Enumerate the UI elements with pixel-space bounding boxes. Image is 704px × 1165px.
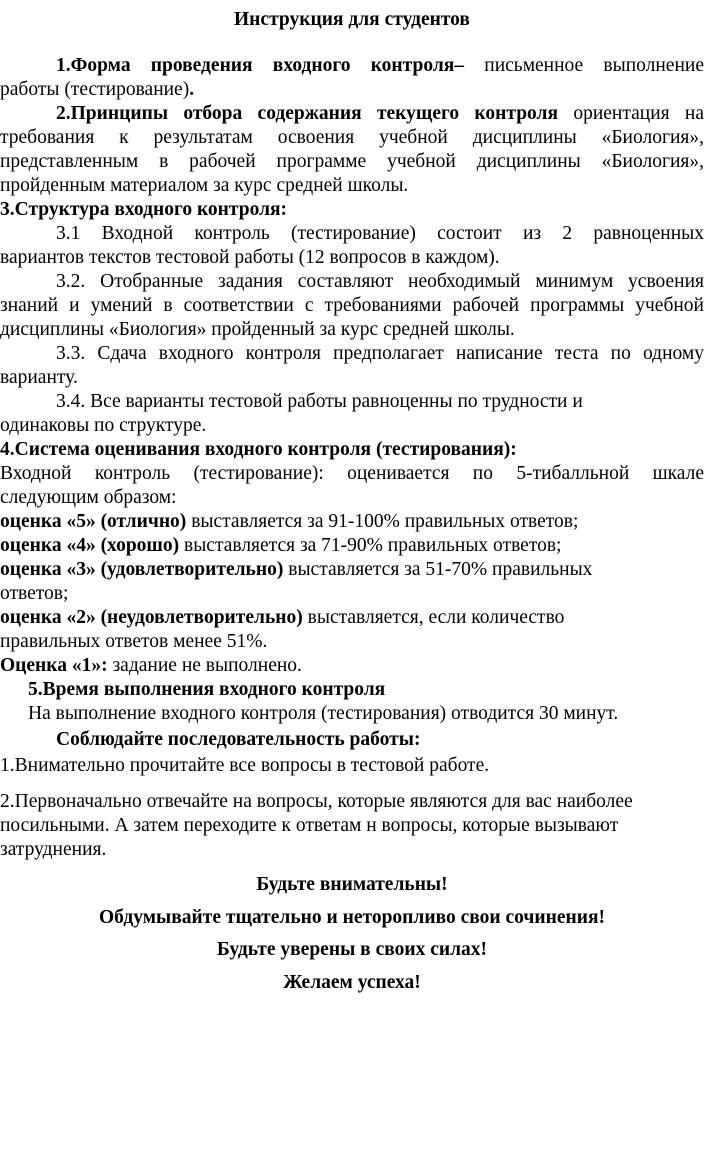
grade-1-line: Оценка «1»: задание не выполнено. xyxy=(0,655,302,676)
item-3-2-line-1: 3.2. Отобранные задания составляют необходимый минимум усвоения xyxy=(56,271,704,292)
section-2-line-3: представленным в рабочей программе учебной дисциплины «Биология», xyxy=(0,151,704,172)
closing-line-3: Будьте уверены в своих силах! xyxy=(216,939,488,960)
section-2-line-1: 2.Принципы отбора содержания текущего контроля ориентация на xyxy=(56,103,704,124)
item-3-1-line-1: 3.1 Входной контроль (тестирование) состоит из 2 равноценных xyxy=(56,223,704,244)
closing-line-4: Желаем успеха! xyxy=(283,972,421,993)
section-4-heading: 4.Система оценивания входного контроля (тестирования): xyxy=(0,439,517,460)
page-title: Инструкция для студентов xyxy=(234,9,470,30)
item-3-2-line-3: дисциплины «Биология» пройденный за курс средней школы. xyxy=(0,319,515,340)
section-5-heading: 5.Время выполнения входного контроля xyxy=(28,679,386,700)
grading-intro-line-1: Входной контроль (тестирование): оценивается по 5-тибалльной шкале xyxy=(0,463,704,484)
sequence-item-2-line-2: посильными. А затем переходите к ответам н вопросы, которые вызывают xyxy=(0,815,619,836)
grade-5-line: оценка «5» (отлично) выставляется за 91-100% правильных ответов; xyxy=(0,511,579,532)
section-2-line-2: требования к результатам освоения учебной дисциплины «Биология», xyxy=(0,127,704,148)
grade-2-line-2: правильных ответов менее 51%. xyxy=(0,631,268,652)
closing-line-1: Будьте внимательны! xyxy=(256,874,448,895)
grading-intro-line-2: следующим образом: xyxy=(0,487,177,508)
grade-3-line: оценка «3» (удовлетворительно) выставляется за 51-70% правильных xyxy=(0,559,593,580)
closing-line-2: Обдумывайте тщательно и неторопливо свои сочинения! xyxy=(98,907,606,928)
section-2-heading: 2.Принципы отбора содержания текущего контроля xyxy=(56,103,559,124)
section-1-line-1: 1.Форма проведения входного контроля– письменное выполнение xyxy=(56,55,704,76)
item-3-3-line-2: варианту. xyxy=(0,367,78,388)
sequence-item-2-line-1: 2.Первоначально отвечайте на вопросы, которые являются для вас наиболее xyxy=(0,791,633,812)
item-3-2-line-2: знаний и умений в соответствии с требованиями рабочей программы учебной xyxy=(0,295,704,316)
section-1-heading: 1.Форма проведения входного контроля– xyxy=(56,55,465,76)
section-2-line-4: пройденным материалом за курс средней школы. xyxy=(0,175,409,196)
section-1-line-2: работы (тестирование). xyxy=(0,79,195,100)
grade-3-line-2: ответов; xyxy=(0,583,69,604)
grade-2-line: оценка «2» (неудовлетворительно) выставляется, если количество xyxy=(0,607,565,628)
sequence-heading: Соблюдайте последовательность работы: xyxy=(56,729,421,750)
item-3-1-line-2: вариантов текстов тестовой работы (12 вопросов в каждом). xyxy=(0,247,500,268)
grade-4-line: оценка «4» (хорошо) выставляется за 71-90% правильных ответов; xyxy=(0,535,562,556)
sequence-item-1: 1.Внимательно прочитайте все вопросы в тестовой работе. xyxy=(0,755,490,776)
section-5-text: На выполнение входного контроля (тестирования) отводится 30 минут. xyxy=(28,703,619,724)
sequence-item-2-line-3: затруднения. xyxy=(0,839,107,860)
section-3-heading: 3.Структура входного контроля: xyxy=(0,199,288,220)
item-3-3-line-1: 3.3. Сдача входного контроля предполагает написание теста по одному xyxy=(56,343,704,364)
item-3-4-line-2: одинаковы по структуре. xyxy=(0,415,207,436)
item-3-4-line-1: 3.4. Все варианты тестовой работы равноценны по трудности и xyxy=(56,391,583,412)
